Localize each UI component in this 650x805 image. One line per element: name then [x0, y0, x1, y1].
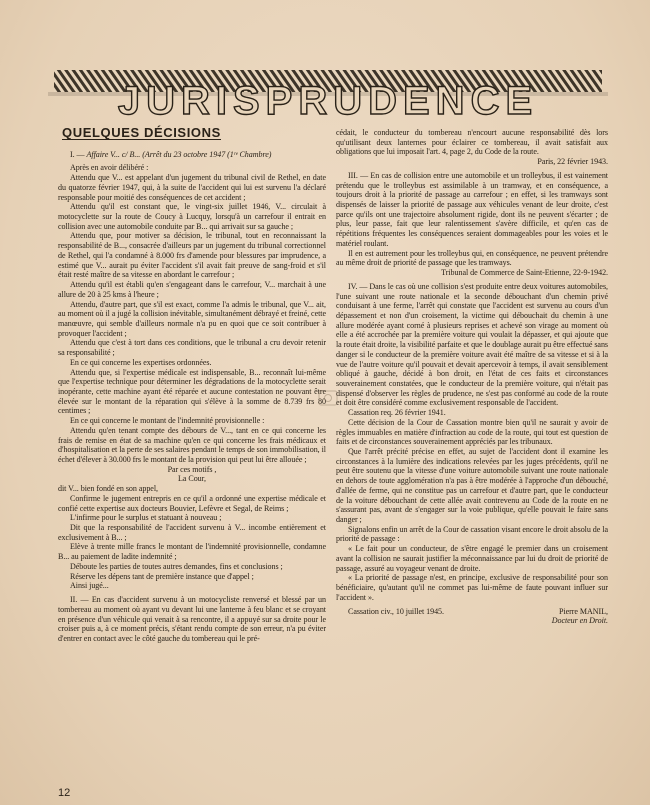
- commentary: Que l'arrêt précité précise en effet, au sujet de l'accident dont il examine les circonstances à la lumière des indications relevées par les juges précédents, qu'il ne peut être soutenu que la vitesse d'une voiture automobile suivant une route nationale en dehors de toute agglomération n'a pas à être modérée à l'approche d'un débouché, d'allée de ferme, qui ne constitue pas un carrefour et d'autre part, que le conducteur de la voiture débouchant de cette allée avait contrevenu au Code de la route en ne s'assurant pas, avant de s'engager sur la voie publique, qu'elle pouvait le faire sans danger ;: [336, 447, 608, 525]
- banner-title: [48, 68, 608, 120]
- case-one-title: Affaire V... c/ B... (Arrêt du 23 octobre 1947 (1ʳᵉ Chambre): [86, 149, 272, 159]
- commentary: Signalons enfin un arrêt de la Cour de cassation visant encore le droit absolu de la priorité de passage :: [336, 524, 608, 544]
- case-two-continuation: cédait, le conducteur du tombereau n'encourt aucune responsabilité dès lors qu'utilisant deux lanternes pour éclairer ce tombereau, il avait satisfait aux obligations que lui imposait l'art. 4, page 2, du Code de la route.: [336, 128, 608, 157]
- case-four-source: Cassation req. 26 février 1941.: [348, 408, 446, 418]
- decision-line: L'infirme pour le surplus et statuant à nouveau ;: [70, 513, 222, 523]
- decision-line: Déboute les parties de toutes autres demandes, fins et conclusions ;: [70, 561, 283, 571]
- case-one-number: I. —: [70, 149, 87, 159]
- decision-line: Confirme le jugement entrepris en ce qu'il a ordonné une expertise médicale et confié cette expertise aux docteurs Bouvier, Lefèvre et Segal, de Reims ;: [58, 493, 326, 513]
- case-four: IV. — Dans le cas où une collision s'est produite entre deux voitures automobiles, l'une suivant une route nationale et la seconde débouchant d'un chemin privé conduisant à une ferme, l'arrêt qui constate que l'accident est survenu au cours d'un dépassement et non d'un croisement, la victime qui débouchait du chemin à une allure modérée ayant corné à plusieurs reprises et achevé son virage au moment où elle a été accrochée par la première voiture qui voulait la dépasser, et qui ajoute que la route était droite, la visibilité parfaite et que le doublage aurait pu être effectué sans danger si le conducteur de la première voiture avait été maître de sa vitesse et si à la vue de l'autre voiture qu'il pouvait et devait apercevoir à temps, il avait sensiblement obliqué à gauche, décidé à bon droit, en l'état de ces faits et circonstances souverainement constatées, que le conducteur de la première voiture, qui n'était pas dispensé d'observer les règles de prudence, ne s'est pas conformé au code de la route et doit être considéré comme exclusivement responsable de l'accident.: [336, 281, 608, 408]
- paragraph: Attendu que c'est à tort dans ces conditions, que le tribunal a cru devoir retenir sa responsabilité ;: [58, 338, 326, 358]
- paragraph: Attendu que, si l'expertise médicale est indispensable, B... reconnaît lui-même que l'expertise technique pour déterminer les dégradations de la motocyclette serait inopérante, cette machine ayant été réparée et aucune contestation ne pouvant être élevée sur le montant de la réparation qui s'élève à la somme de 8.739 frs 80 centimes ;: [58, 367, 326, 416]
- case-two: II. — En cas d'accident survenu à un motocycliste renversé et blessé par un tombereau au moment où ayant vu devant lui une lanterne à feu blanc et se croyant en présence d'un véhicule qui venait à sa rencontre, il a appuyé sur sa droite pour le croiser puis a, à ce moment précis, s'étant rendu compte de son erreur, n'a pu éviter d'entrer en contact avec le côté gauche du tombereau qui le pré-: [58, 595, 326, 643]
- quote: « La priorité de passage n'est, en principe, exclusive de responsabilité pour son bénéficiaire, qu'autant qu'il ne commet pas lui-même de faute pouvant influer sur l'accident ».: [336, 573, 608, 602]
- page-number: 12: [58, 787, 71, 799]
- stamp-icon: [318, 390, 338, 406]
- commentary: Cette décision de la Cour de Cassation montre bien qu'il ne saurait y avoir de règles immuables en matière d'infraction au code de la route, qui tout est question de faits et de circonstances souverainement appréciés par les tribunaux.: [336, 417, 608, 447]
- case-three-source: Tribunal de Commerce de Saint-Etienne, 22-9-1942.: [441, 268, 608, 278]
- author-name: Pierre MANIL,: [559, 606, 608, 616]
- paragraph: En ce qui concerne le montant de l'indemnité provisionnelle :: [70, 416, 265, 426]
- case-two-source: Paris, 22 février 1943.: [537, 157, 608, 167]
- banner-text: JURISPRUDENCE: [117, 79, 539, 120]
- banner-graphic: [48, 68, 608, 120]
- paragraph: Attendu que, pour motiver sa décision, le tribunal, tout en reconnaissant la responsabilité de B..., consacrée d'ailleurs par un jugement du tribunal correctionnel de Rethel, qui l'a condamné à 8.000 frs d'amende pour blessures par imprudence, a estimé que V... aurait pu éviter l'accident s'il avait fait preuve de sang-froid et s'il était resté maître de sa vitesse en abordant le carrefour ;: [58, 231, 326, 280]
- paragraph: Attendu, d'autre part, que s'il est exact, comme l'a admis le tribunal, que V... ait, au moment où il a jugé la collision inévitable, simultanément débrayé et freiné, cette manœuvre, qui semble d'ailleurs normale n'a pu en quoi que ce soit contribuer à provoquer l'accident ;: [58, 299, 326, 338]
- par-ces-motifs: Par ces motifs ,: [167, 464, 217, 474]
- left-column: [58, 124, 326, 644]
- paragraph: Attendu qu'il est établi qu'en s'engageant dans le carrefour, V... marchait à une allure de 20 à 25 kms à l'heure ;: [58, 280, 326, 299]
- case-three: III. — En cas de collision entre une automobile et un trolleybus, il est vainement prétendu que le trolleybus est assimilable à un tramway, et en conséquence, a toujours droit à la priorité de passage au carrefour ; en effet, si les tramways sont dispensés de laisser la priorité de passage aux véhicules venant de leur droite, c'est parce qu'ils ont une trajectoire absolument rigide, dont ils ne peuvent s'écarter ; de plus, leur passe, fait que leur ralentissement s'avère difficile, et qu'en cas de répétitions fréquentes les conséquences seraient dommageables pour les voies et le matériel roulant.: [336, 170, 608, 248]
- decision-line: dit V... bien fondé en son appel,: [58, 484, 158, 494]
- decision-line: Dit que la responsabilité de l'accident survenu à V... incombe entièrement et exclusivement à B... ;: [58, 523, 326, 542]
- decision-line: Réserve les dépens tant de première instance que d'appel ;: [70, 571, 254, 581]
- case-three-b: Il en est autrement pour les trolleybus qui, en conséquence, ne peuvent prétendre au même droit de priorité de passage que les tramways.: [336, 248, 608, 268]
- paragraph: Après en avoir délibéré :: [70, 163, 149, 173]
- paragraph: Attendu qu'il est constant que, le vingt-six juillet 1946, V... circulait à motocyclette sur la route de Coucy à Lucquy, lorsqu'à un carrefour il entrait en collision avec une automobile conduite par B... qui arrivait sur sa gauche ;: [58, 202, 326, 231]
- paragraph: En ce qui concerne les expertises ordonnées.: [70, 357, 212, 367]
- paragraph: Attendu que V... est appelant d'un jugement du tribunal civil de Rethel, en date du quatorze février 1947, qui, à la suite de l'accident qui lui est survenu l'a déclaré responsable pour moitié des conséquences de cet accident ;: [58, 173, 326, 202]
- closing-line: [336, 607, 608, 617]
- paragraph: Attendu qu'en tenant compte des débours de V..., tant en ce qui concerne les frais de remise en état de sa machine qu'en ce qui concerne les frais médicaux et d'hospitalisation et la perte de ses salaires pendant le temps de son immobilisation, il échet d'élever à 30.000 frs le montant de la provision qui peut lui être allouée ;: [58, 425, 326, 464]
- decision-line: Ainsi jugé...: [70, 581, 109, 591]
- decision-line: Elève à trente mille francs le montant de l'indemnité provisionnelle, condamne B... au paiement de ladite indemnité ;: [58, 542, 326, 562]
- right-column: [336, 128, 608, 626]
- la-cour: La Cour,: [178, 474, 206, 484]
- final-source: Cassation civ., 10 juillet 1945.: [348, 606, 444, 616]
- section-title: QUELQUES DÉCISIONS: [62, 125, 221, 140]
- quote: « Le fait pour un conducteur, de s'être engagé le premier dans un croisement avant la collision ne saurait justifier la méconnaissance par lui du droit de priorité de passage, assuré au voyageur venant de droite.: [336, 544, 608, 573]
- author-title: Docteur en Droit.: [551, 616, 608, 626]
